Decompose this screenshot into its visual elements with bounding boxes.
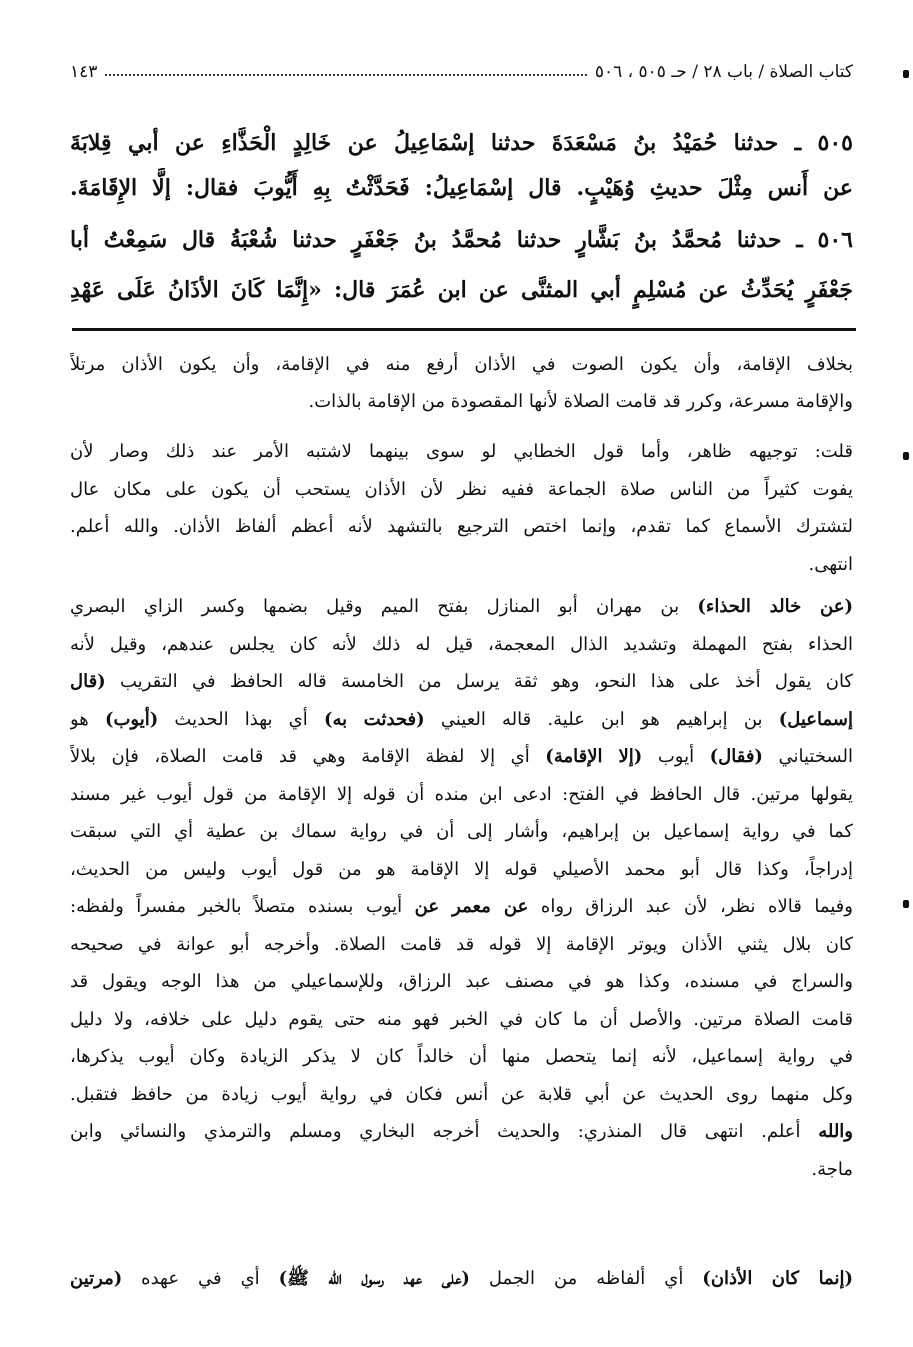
- text-segment: لتشترك الأسماع كما تقدم، وإنما اختص الترجيع بالتشهد لأنه أعظم ألفاظ الأذان. والله أعلم.: [70, 516, 853, 537]
- text-segment: كان بلال يثني الأذان ويوتر الإقامة إلا قوله قد قامت الصلاة. وأخرجه أبو عوانة في صحيحه: [70, 934, 853, 955]
- commentary-line: [70, 434, 853, 470]
- hadith-line: ٥٠٦ ـ حدثنا مُحمَّدُ بنُ بَشَّارٍ حدثنا مُحمَّدُ بنُ جَعْفَرٍ حدثنا شُعْبَةُ قال سَمِعْتُ أبا: [70, 227, 853, 253]
- text-segment: والسراج في مسنده، وكذا هو في مصنف عبد الرزاق، وللإسماعيلي من هذا الوجه ويقول قد: [70, 971, 853, 992]
- bold-term: (فحدثت به): [323, 709, 425, 730]
- commentary-line: [70, 589, 853, 625]
- text-segment: السختياني: [762, 746, 853, 767]
- bold-term: عن معمر عن: [414, 896, 529, 917]
- running-header: [70, 62, 853, 82]
- bold-term: (إلا الإقامة): [545, 746, 643, 767]
- hadith-line: ٥٠٥ ـ حدثنا حُمَيْدُ بنُ مَسْعَدَةَ حدثنا إسْمَاعِيلُ عن خَالِدٍ الْحَذَّاءِ عن أبي قِلابَةَ: [70, 130, 853, 156]
- text-segment: كان يقول أخذ على هذا النحو، وهو ثقة يرسل من الخامسة قاله الحافظ في التقريب: [105, 671, 853, 692]
- text-segment: أي في عهده: [122, 1268, 279, 1289]
- commentary-line: [70, 814, 853, 850]
- margin-mark: [903, 70, 909, 78]
- header-leader-dots: [105, 62, 586, 76]
- text-segment: وفيما قالاه نظر، لأن عبد الرزاق رواه: [528, 896, 853, 917]
- commentary-line: [70, 927, 853, 963]
- commentary-line: [70, 1077, 853, 1113]
- commentary-line: [70, 1039, 853, 1075]
- bold-term: (مرتين: [70, 1268, 123, 1289]
- text-segment: إدراجاً، وكذا قال أبو محمد الأصيلي قوله إلا الإقامة هو من قول أيوب وليس من الحديث،: [70, 859, 853, 880]
- text-segment: الحذاء بفتح المهملة وتشديد الذال المعجمة، قيل له ذلك لأنه كان يجلس عندهم، وقيل لأنه: [70, 634, 853, 655]
- bold-term: (قال: [70, 671, 106, 692]
- page-number: ١٤٣: [70, 62, 98, 82]
- commentary-line: [70, 739, 853, 775]
- text-segment: في رواية إسماعيل، لأنه إنما يتحصل منها أن خالداً كان لا يذكر الزيادة وكان أيوب يذكرها،: [70, 1046, 853, 1067]
- commentary-line: [70, 509, 853, 545]
- bold-term: والله: [818, 1121, 853, 1142]
- text-segment: أعلم. انتهى قال المنذري: والحديث أخرجه البخاري ومسلم والترمذي والنسائي وابن: [70, 1121, 819, 1142]
- text-segment: بن إبراهيم هو ابن علية. قاله العيني: [424, 709, 779, 730]
- bold-term: إسماعيل): [778, 709, 853, 730]
- commentary-line: [70, 384, 853, 420]
- commentary-line: [70, 852, 853, 888]
- text-segment: أي بهذا الحديث: [158, 709, 324, 730]
- text-segment: قلت: توجيهه ظاهر، وأما قول الخطابي لو سوى بينهما لاشتبه الأمر عند ذلك وصار لأن: [70, 441, 853, 462]
- header-title: كتاب الصلاة / باب ٢٨ / حـ ٥٠٥ ، ٥٠٦: [594, 62, 853, 82]
- commentary-line: [70, 1261, 853, 1297]
- commentary-line: [70, 472, 853, 508]
- text-segment: انتهى.: [808, 554, 853, 575]
- commentary-line: [70, 627, 853, 663]
- commentary-line: [70, 1002, 853, 1038]
- text-segment: أيوب: [642, 746, 710, 767]
- margin-mark: [903, 900, 909, 908]
- bold-term: (عن خالد الحذاء): [697, 596, 853, 617]
- hadith-line: عن أَنس مِثْلَ حديثِ وُهَيْبٍ. قال إسْمَاعِيلُ: فَحَدَّثْتُ بِهِ أَيُّوبَ فقال: إلَّا الإِقَامَةَ.: [70, 175, 853, 201]
- commentary-line: [70, 347, 853, 383]
- hadith-line: جَعْفَرٍ يُحَدِّثُ عن مُسْلِمٍ أبي المثنَّى عن ابن عُمَرَ قال: «إِنَّمَا كَانَ الأذَانُ عَلَى عَهْدِ: [70, 277, 853, 303]
- commentary-line: [70, 547, 853, 583]
- commentary-line: [70, 1152, 853, 1188]
- commentary-line: [70, 964, 853, 1000]
- text-segment: كما في رواية إسماعيل بن إبراهيم، وأشار إلى أن في رواية سماك بن عطية أي التي سبقت: [70, 821, 853, 842]
- text-segment: يقولها مرتين. قال الحافظ في الفتح: ادعى ابن منده أن قوله إلا الإقامة من قول أيوب غير مسند: [70, 784, 853, 805]
- text-segment: ماجة.: [811, 1159, 853, 1180]
- text-segment: أي ألفاظه من الجمل: [469, 1268, 703, 1289]
- commentary-line: [70, 889, 853, 925]
- text-segment: بخلاف الإقامة، وأن يكون الصوت في الأذان أرفع منه في الإقامة، وأن يكون الأذان مرتلاً: [70, 354, 853, 375]
- text-segment: قامت الصلاة مرتين. والأصل أن ما كان في الخبر فهو منه حتى يقوم دليل على خلافه، ولا دليل: [70, 1009, 853, 1030]
- commentary-line: [70, 1114, 853, 1150]
- bold-term: (إنما كان الأذان): [702, 1268, 853, 1289]
- text-segment: بن مهران أبو المنازل بفتح الميم وقيل بضمها وكسر الزاي البصري: [70, 596, 698, 617]
- text-segment: يفوت كثيراً من الناس صلاة الجماعة ففيه نظر لأن الأذان يستحب أن يكون على مكان عال: [70, 479, 853, 500]
- text-segment: أي إلا لفظة الإقامة وهي قد قامت الصلاة، فإن بلالاً: [70, 746, 546, 767]
- commentary-line: [70, 664, 853, 700]
- bold-term: (أيوب): [104, 709, 159, 730]
- margin-mark: [903, 452, 909, 460]
- bold-term: (فقال): [709, 746, 763, 767]
- text-segment: والإقامة مسرعة، وكرر قد قامت الصلاة لأنها المقصودة من الإقامة بالذات.: [308, 391, 853, 412]
- bold-term: (على عهد رسول الله ﷺ): [278, 1268, 470, 1289]
- text-segment: هو: [70, 709, 105, 730]
- commentary-line: [70, 777, 853, 813]
- divider-rule: [72, 328, 856, 331]
- commentary-line: [70, 702, 853, 738]
- text-segment: وكل منهما روى الحديث عن أبي قلابة عن أنس فكان في رواية أيوب زيادة من حافظ فتقبل.: [70, 1084, 853, 1105]
- text-segment: أيوب بسنده متصلاً بالخبر مفسراً ولفظه:: [70, 896, 415, 917]
